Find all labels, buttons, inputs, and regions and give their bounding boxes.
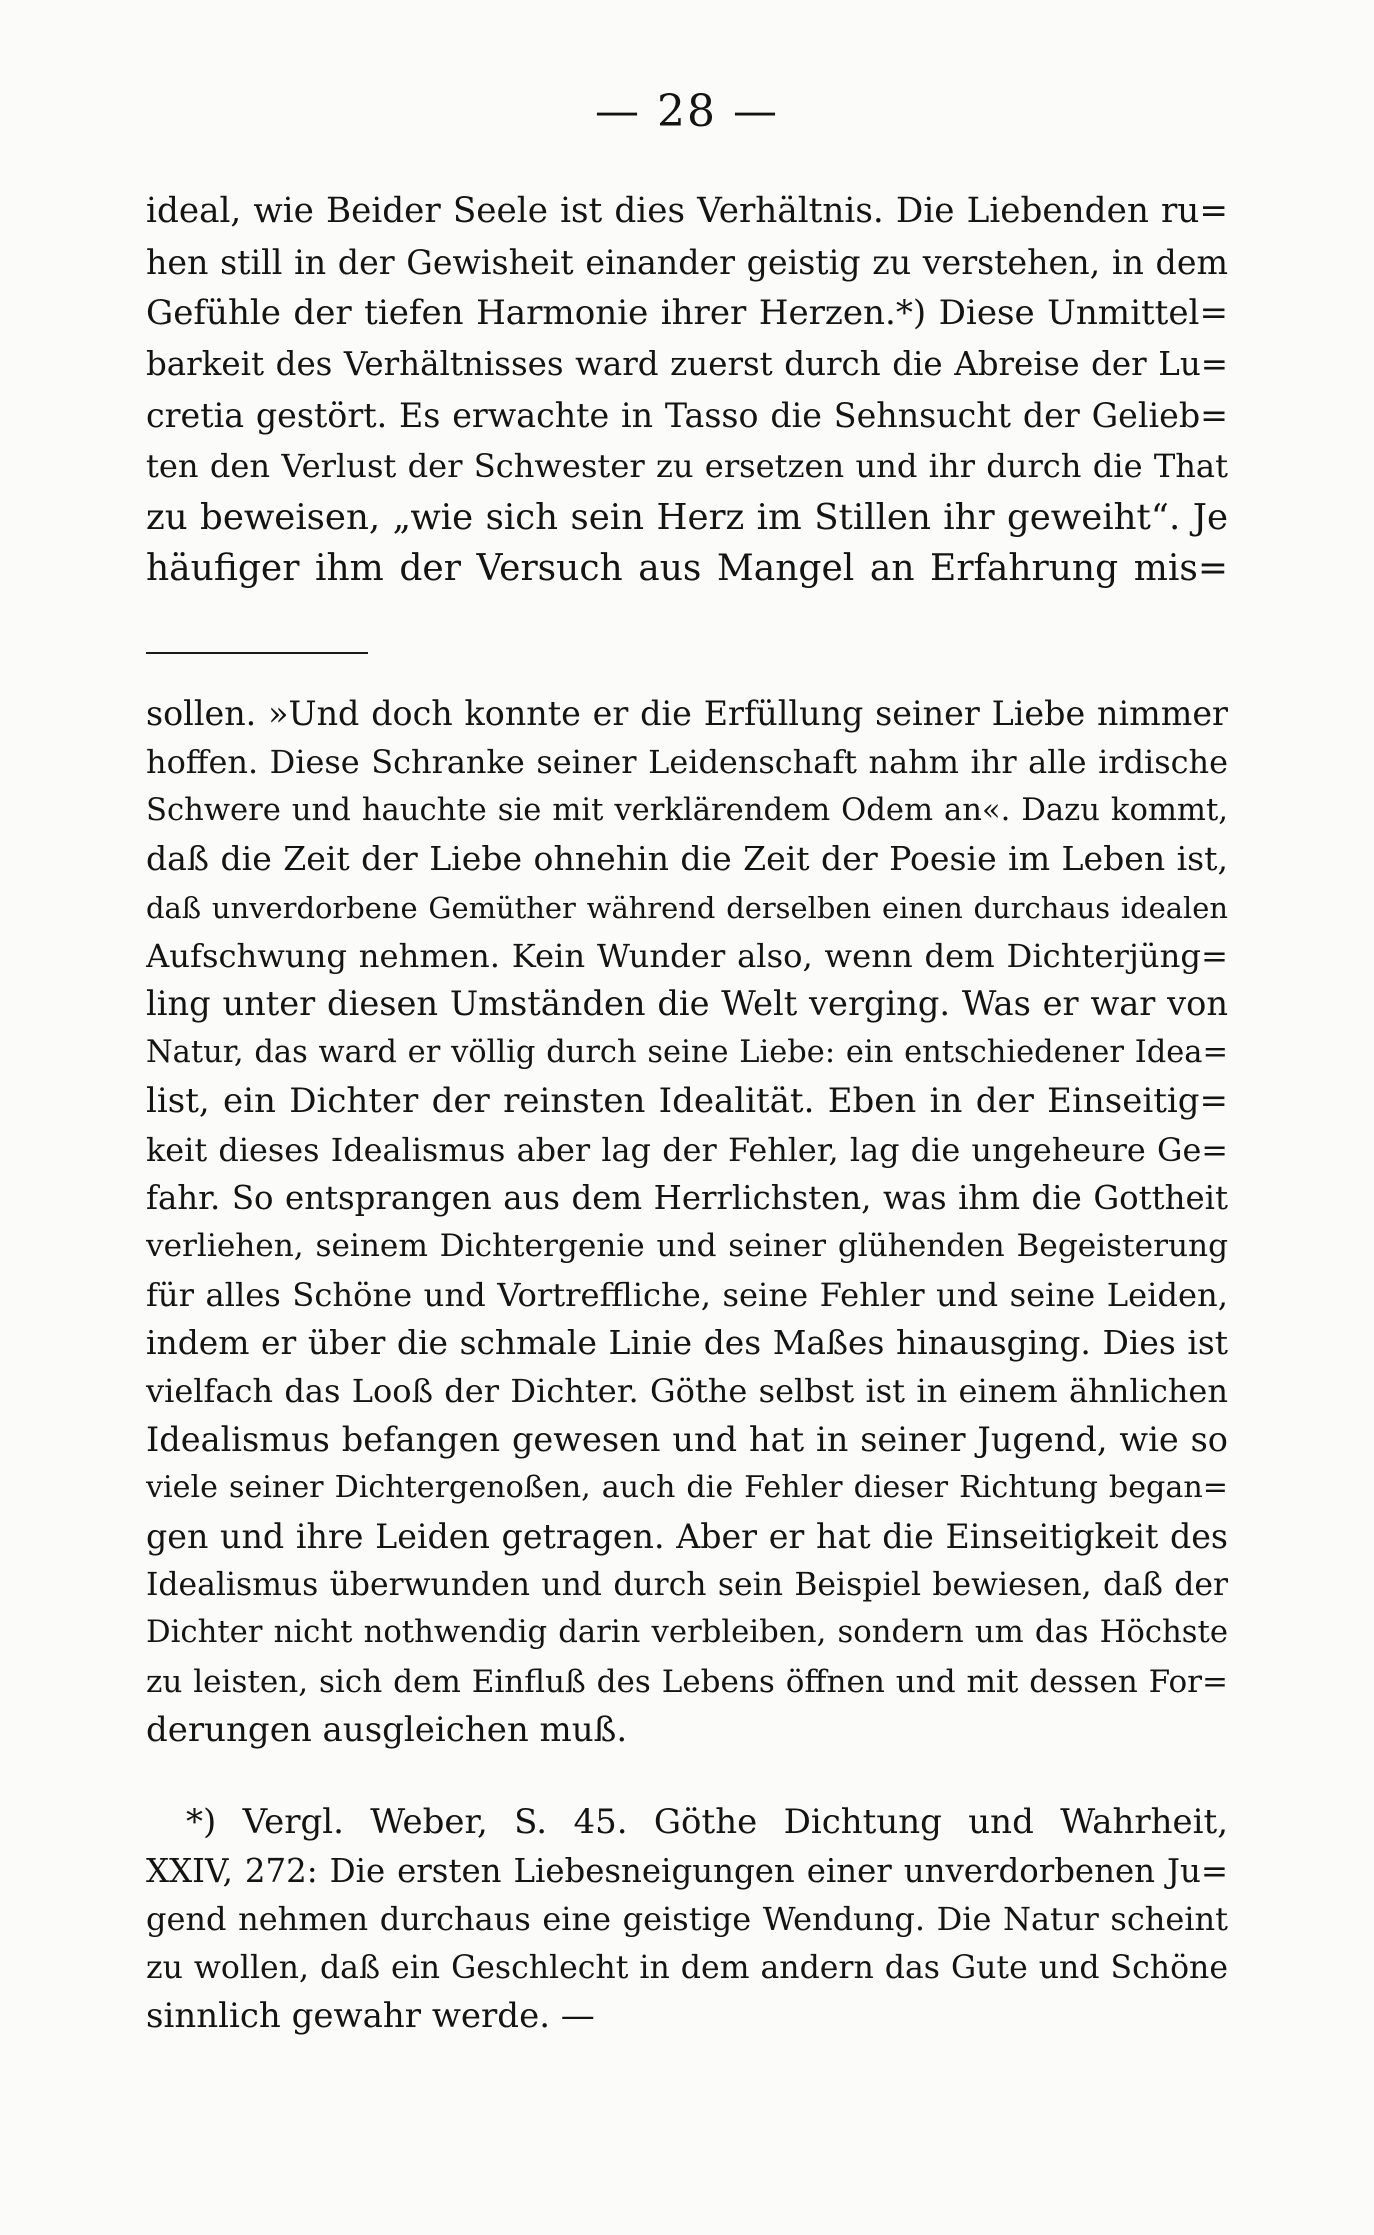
note-line: daß die Zeit der Liebe ohnehin die Zeit der Poesie im Leben ist, xyxy=(146,839,1228,879)
text-line: ideal, wie Beider Seele ist dies Verhältnis. Die Liebenden ru= xyxy=(146,191,1228,231)
footnote-divider xyxy=(146,652,368,654)
note-line: Idealismus überwunden und durch sein Beispiel bewiesen, daß der xyxy=(146,1567,1228,1604)
text-line: zu beweisen, „wie sich sein Herz im Stillen ihr geweiht“. Je xyxy=(146,497,1228,538)
note-line: für alles Schöne und Vortreffliche, seine Fehler und seine Leiden, xyxy=(146,1275,1228,1314)
footnote-line: XXIV, 272: Die ersten Liebesneigungen einer unverdorbenen Ju= xyxy=(146,1851,1228,1890)
text-line: ten den Verlust der Schwester zu ersetzen und ihr durch die That xyxy=(146,447,1228,485)
note-line: fahr. So entsprangen aus dem Herrlichsten, was ihm die Gottheit xyxy=(146,1178,1228,1217)
footnote-line: sinnlich gewahr werde. — xyxy=(146,1996,595,2036)
note-line: Schwere und hauchte sie mit verklärendem Odem an«. Dazu kommt, xyxy=(146,792,1228,828)
footnote-line: zu wollen, daß ein Geschlecht in dem andern das Gute und Schöne xyxy=(146,1949,1228,1986)
note-line: Idealismus befangen gewesen und hat in seiner Jugend, wie so xyxy=(146,1419,1228,1459)
note-line: Aufschwung nehmen. Kein Wunder also, wenn dem Dichterjüng= xyxy=(146,936,1228,975)
note-line: ling unter diesen Umständen die Welt verging. Was er war von xyxy=(146,984,1228,1024)
footnote-line: gend nehmen durchaus eine geistige Wendung. Die Natur scheint xyxy=(146,1900,1228,1938)
continued-note-block xyxy=(146,690,1228,1755)
note-line: hoffen. Diese Schranke seiner Leidenschaft nahm ihr alle irdische xyxy=(146,743,1228,782)
text-line: cretia gestört. Es erwachte in Tasso die Sehnsucht der Gelieb= xyxy=(146,396,1228,435)
note-line: list, ein Dichter der reinsten Idealität. Eben in der Einseitig= xyxy=(146,1081,1228,1122)
note-line: zu leisten, sich dem Einfluß des Lebens öffnen und mit dessen For= xyxy=(146,1663,1228,1700)
footnote-line: *) Vergl. Weber, S. 45. Göthe Dichtung und Wahrheit, xyxy=(186,1802,1228,1842)
note-line: Natur, das ward er völlig durch seine Liebe: ein entschiedener Idea= xyxy=(146,1034,1228,1070)
note-line: keit dieses Idealismus aber lag der Fehler, lag die ungeheure Ge= xyxy=(146,1130,1228,1169)
note-line: daß unverdorbene Gemüther während derselben einen durchaus idealen xyxy=(146,890,1228,925)
text-line: barkeit des Verhältnisses ward zuerst durch die Abreise der Lu= xyxy=(146,345,1228,383)
note-line: indem er über die schmale Linie des Maßes hinausging. Dies ist xyxy=(146,1323,1228,1363)
note-line: viele seiner Dichtergenoßen, auch die Fehler dieser Richtung began= xyxy=(146,1470,1228,1506)
note-line: verliehen, seinem Dichtergenie und seiner glühenden Begeisterung xyxy=(146,1228,1228,1265)
main-text-block xyxy=(146,186,1228,594)
text-line: Gefühle der tiefen Harmonie ihrer Herzen.*) Diese Unmittel= xyxy=(146,293,1228,333)
text-line: häufiger ihm der Versuch aus Mangel an Erfahrung mis= xyxy=(146,548,1228,589)
note-line: sollen. »Und doch konnte er die Erfüllung seiner Liebe nimmer xyxy=(146,694,1228,733)
note-line: derungen ausgleichen muß. xyxy=(146,1710,628,1751)
page-number-header: — 28 — xyxy=(595,86,779,137)
text-line: hen still in der Gewisheit einander geistig zu verstehen, in dem xyxy=(146,243,1228,282)
note-line: Dichter nicht nothwendig darin verbleiben, sondern um das Höchste xyxy=(146,1615,1228,1651)
footnote-block xyxy=(146,1798,1228,2041)
note-line: vielfach das Looß der Dichter. Göthe selbst ist in einem ähnlichen xyxy=(146,1372,1228,1411)
note-line: gen und ihre Leiden getragen. Aber er hat die Einseitigkeit des xyxy=(146,1516,1228,1556)
